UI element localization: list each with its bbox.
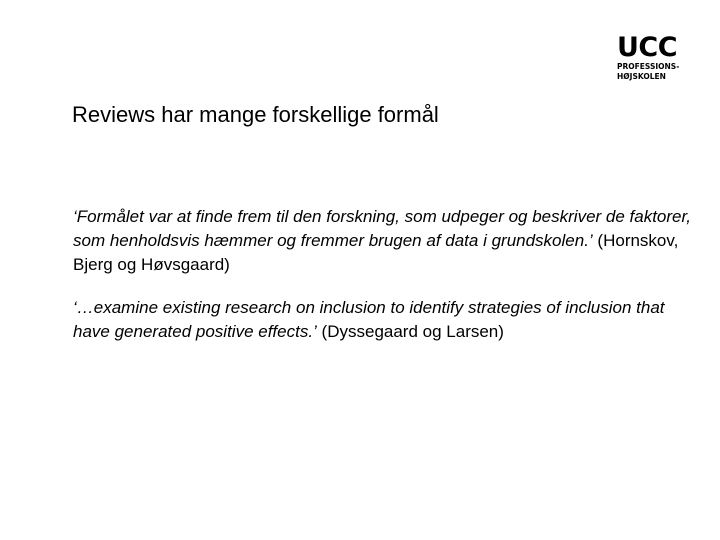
logo-mark: UCC [617,32,678,63]
slide-title: Reviews har mange forskellige formål [72,102,439,127]
quote-paragraph-2 [73,296,693,344]
quote-text-2: ‘…examine existing research on inclusion to identify strategies of inclusion that have generated positive effects.’ [73,298,665,341]
quote-citation-1: (Hornskov, Bjerg og Høvsgaard) [73,231,679,274]
quote-citation-2: (Dyssegaard og Larsen) [316,322,504,341]
quote-paragraph-1 [73,205,693,277]
logo-subtitle-line2: HØJSKOLEN [617,72,666,81]
quote-text-1: ‘Formålet var at finde frem til den forskning, som udpeger og beskriver de faktorer, som henholdsvis hæmmer og fremmer brugen af data i grundskolen.’ [73,207,691,250]
ucc-logo [617,34,697,84]
slide-body [73,205,693,363]
logo-subtitle-line1: PROFESSIONS- [617,62,680,71]
